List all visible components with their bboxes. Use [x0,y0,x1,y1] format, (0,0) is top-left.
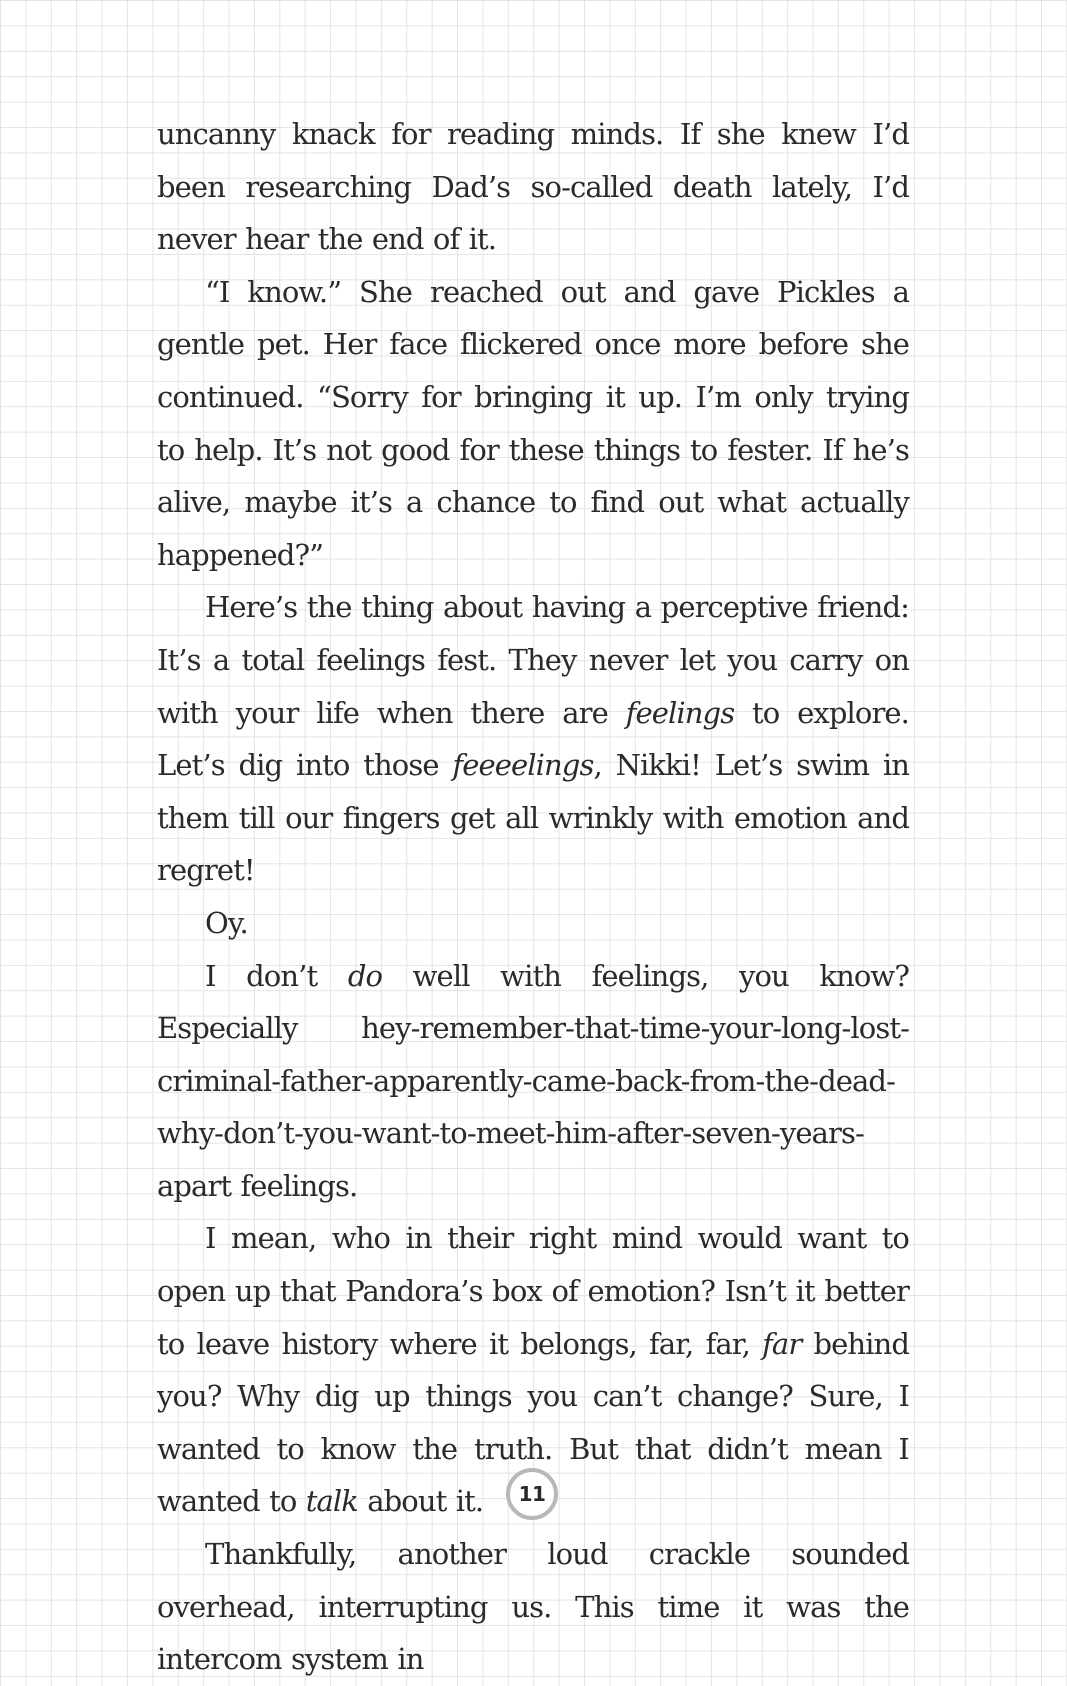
page-number-badge [506,1468,558,1520]
text-run: Oy. [205,905,248,940]
paragraph [157,266,909,582]
text-run: behind you? Why dig up things you can’t change? Sure, I wanted to know the truth. But that didn’t mean I wanted to [157,1326,909,1519]
text-run: uncanny knack for reading minds. If she knew I’d been researching Dad’s so-called death lately, I’d never hear the end of it. [157,117,909,257]
body-text [157,108,909,1686]
text-run: about it. [357,1484,484,1519]
paragraph [157,1528,909,1686]
paragraph [157,108,909,266]
text-run: I mean, who in their right mind would want to open up that Pandora’s box of emotion? Isn’t it better to leave history where it belongs, far, far, [157,1221,909,1361]
italic-text: talk [305,1484,358,1519]
italic-text: feelings [625,695,735,730]
paragraph [157,897,909,950]
text-run: “I know.” She reached out and gave Pickles a gentle pet. Her face flickered once more before she continued. “Sorry for bringing it up. I’m only trying to help. It’s not good for these things to fester. If he’s alive, maybe it’s a chance to find out what actually happened?” [157,274,909,572]
text-run: , Nikki! Let’s swim in them till our fingers get all wrinkly with emotion and regret! [157,748,910,888]
text-run: Thankfully, another loud crackle sounded overhead, interrupting us. This time it was the intercom system in [157,1537,909,1677]
italic-text: do [347,958,383,993]
italic-text: far [762,1326,802,1361]
page-number: 11 [518,1482,546,1506]
paragraph [157,950,909,1213]
text-run: Here’s the thing about having a perceptive friend: It’s a total feelings fest. They never let you carry on with your life when there are [157,590,909,730]
text-run: I don’t [205,958,348,993]
text-run: to explore. Let’s dig into those [157,695,909,783]
paragraph [157,581,909,897]
book-page [157,108,909,1686]
text-run: well with feelings, you know? Especially hey-remember-that-time-your-long-lost-criminal-father-apparently-came-back-from-the-dead-why-don’t-you-want-to-meet-him-after-seven-years-apart feelings. [157,958,910,1203]
italic-text: feeeelings [452,748,594,783]
